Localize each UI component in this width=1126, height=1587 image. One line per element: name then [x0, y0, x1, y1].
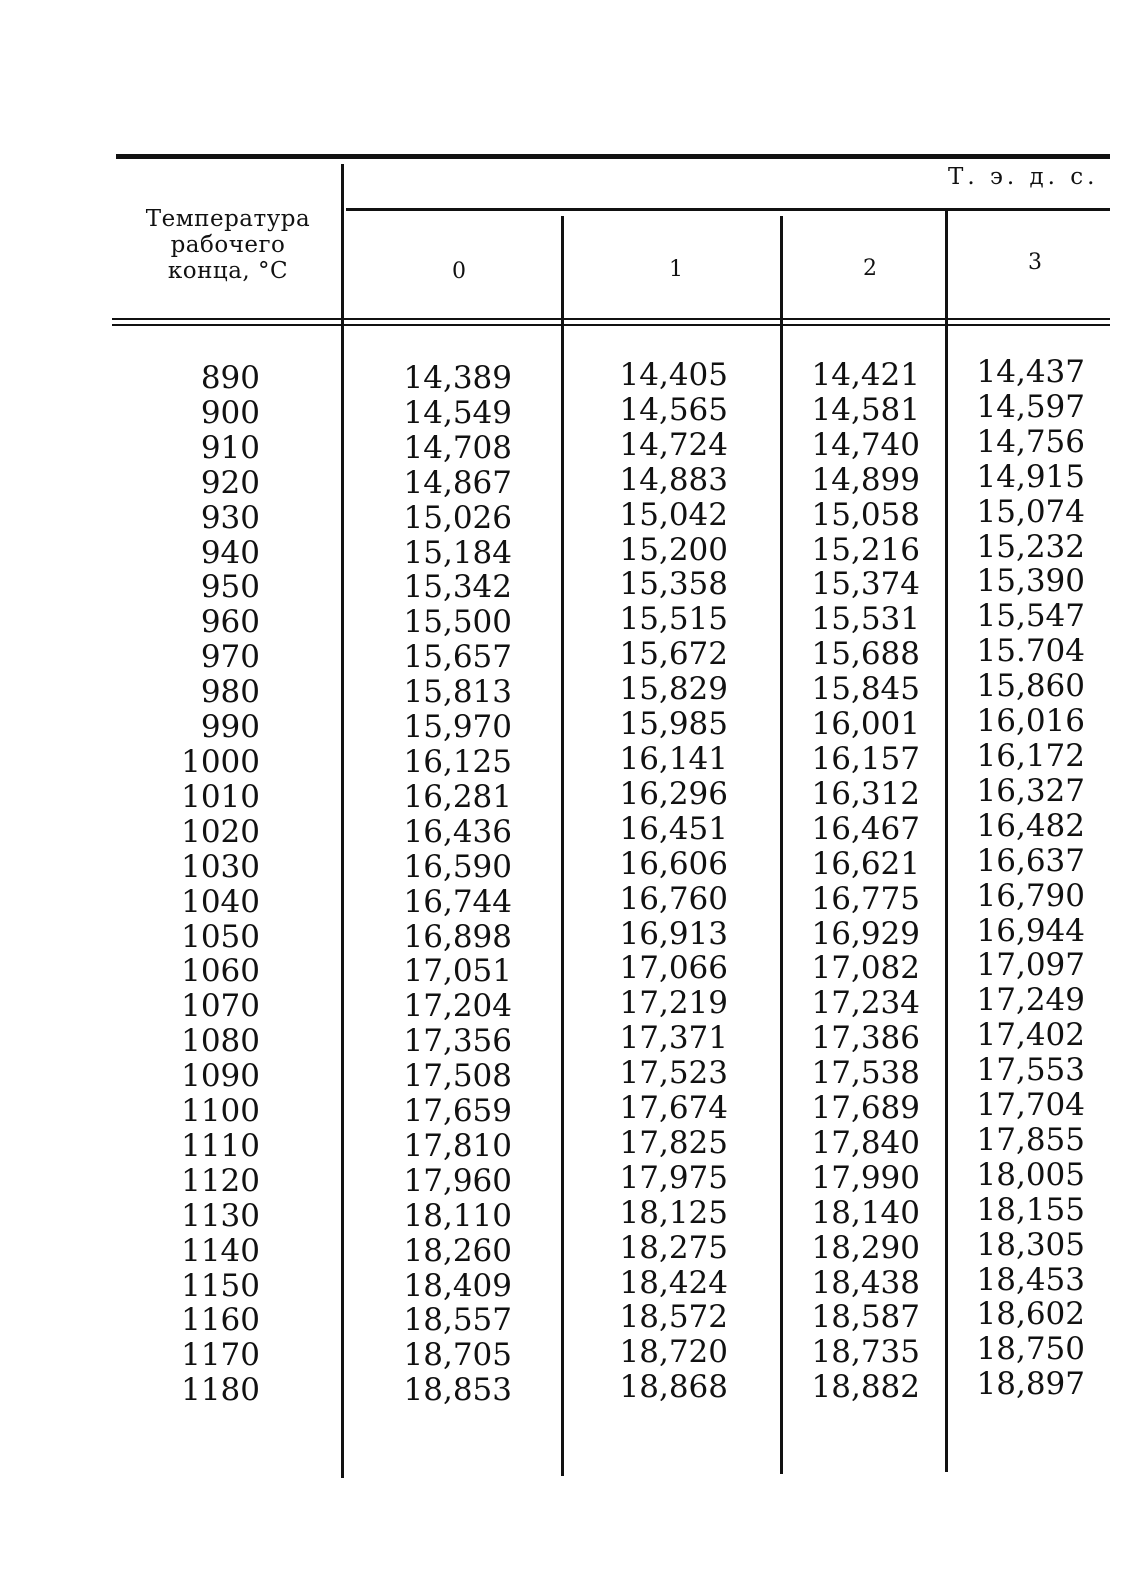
table-cell: 14,437 — [976, 354, 1085, 390]
emf-column-2 — [800, 358, 920, 1405]
table-cell: 1110 — [181, 1127, 260, 1164]
table-cell: 14,565 — [619, 391, 728, 428]
temperature-column — [150, 361, 260, 1408]
table-cell: 16,744 — [403, 883, 512, 920]
table-cell: 17,538 — [811, 1055, 920, 1092]
table-cell: 18,155 — [976, 1191, 1085, 1228]
table-cell: 1060 — [181, 953, 260, 990]
table-cell: 17,553 — [976, 1052, 1085, 1089]
table-cell: 14,867 — [403, 464, 512, 501]
table-cell: 15,845 — [811, 671, 920, 708]
table-cell: 17,659 — [403, 1093, 512, 1130]
table-cell: 14,405 — [619, 357, 728, 393]
table-cell: 940 — [200, 534, 260, 571]
table-cell: 15,058 — [811, 496, 920, 533]
table-cell: 18,602 — [976, 1296, 1085, 1333]
table-cell: 15,672 — [619, 636, 728, 673]
table-cell: 1170 — [181, 1337, 260, 1374]
table-cell: 17,674 — [619, 1090, 728, 1127]
table-cell: 18,735 — [811, 1334, 920, 1371]
table-cell: 18,897 — [976, 1366, 1085, 1403]
table-cell: 18,868 — [619, 1369, 728, 1406]
table-cell: 1160 — [181, 1302, 260, 1339]
table-cell: 17,082 — [811, 950, 920, 987]
table-cell: 16,001 — [811, 706, 920, 743]
table-cell: 1080 — [181, 1023, 260, 1060]
table-cell: 18,140 — [811, 1194, 920, 1231]
table-cell: 18,260 — [403, 1232, 512, 1269]
column-divider-2-3 — [945, 210, 948, 1472]
table-cell: 18,705 — [403, 1337, 512, 1374]
table-cell: 15,688 — [811, 636, 920, 673]
table-cell: 16,016 — [976, 703, 1085, 740]
table-cell: 16,913 — [619, 915, 728, 952]
table-cell: 14,915 — [976, 458, 1085, 495]
table-cell: 15,515 — [619, 601, 728, 638]
table-cell: 14,549 — [403, 394, 512, 431]
table-cell: 16,621 — [811, 845, 920, 882]
table-cell: 990 — [200, 709, 260, 746]
column-divider-1-2 — [780, 216, 783, 1474]
table-cell: 17,960 — [403, 1162, 512, 1199]
table-cell: 16,296 — [619, 775, 728, 812]
column-label-2: 2 — [863, 256, 877, 281]
table-cell: 14,756 — [976, 423, 1085, 460]
table-cell: 15,657 — [403, 639, 512, 676]
column-label-3: 3 — [1028, 250, 1042, 275]
column-divider-0-1 — [561, 216, 564, 1476]
table-cell: 15,970 — [403, 709, 512, 746]
table-cell: 17,204 — [403, 988, 512, 1025]
table-cell: 1090 — [181, 1058, 260, 1095]
table-cell: 16,312 — [811, 775, 920, 812]
table-cell: 16,590 — [403, 848, 512, 885]
table-cell: 16,775 — [811, 880, 920, 917]
table-cell: 1040 — [181, 883, 260, 920]
table-cell: 17,386 — [811, 1020, 920, 1057]
table-cell: 17,234 — [811, 985, 920, 1022]
table-cell: 18,453 — [976, 1261, 1085, 1298]
column-label-0: 0 — [452, 259, 466, 284]
table-cell: 1070 — [181, 988, 260, 1025]
table-cell: 16,606 — [619, 845, 728, 882]
table-cell: 16,141 — [619, 740, 728, 777]
table-cell: 14,708 — [403, 429, 512, 466]
table-cell: 15,026 — [403, 499, 512, 536]
table-cell: 1100 — [181, 1093, 260, 1130]
column-divider-temp — [341, 164, 344, 1478]
table-cell: 15,374 — [811, 566, 920, 603]
table-cell: 16,637 — [976, 842, 1085, 879]
table-cell: 18,005 — [976, 1156, 1085, 1193]
row-header-line-3: конца, °С — [167, 258, 289, 284]
table-cell: 15,042 — [619, 496, 728, 533]
row-header-line-1: Температура — [145, 206, 311, 232]
table-cell: 15,829 — [619, 671, 728, 708]
table-cell: 17,066 — [619, 950, 728, 987]
table-cell: 15,531 — [811, 601, 920, 638]
table-cell: 15,232 — [976, 528, 1085, 565]
table-cell: 1180 — [181, 1372, 260, 1409]
table-cell: 17,810 — [403, 1127, 512, 1164]
table-cell: 18,409 — [403, 1267, 512, 1304]
header-bottom-rule-2 — [112, 324, 1110, 326]
table-cell: 16,929 — [811, 915, 920, 952]
header-bottom-rule-1 — [112, 318, 1110, 320]
table-cell: 17,508 — [403, 1058, 512, 1095]
table-cell: 16,944 — [976, 912, 1085, 949]
table-cell: 14,883 — [619, 461, 728, 498]
table-cell: 16,327 — [976, 772, 1085, 809]
table-cell: 17,975 — [619, 1159, 728, 1196]
table-top-rule — [116, 154, 1110, 159]
table-cell: 18,587 — [811, 1299, 920, 1336]
table-cell: 15,547 — [976, 598, 1085, 635]
table-cell: 1050 — [181, 918, 260, 955]
table-cell: 17,855 — [976, 1121, 1085, 1158]
table-cell: 17,990 — [811, 1159, 920, 1196]
table-cell: 14,597 — [976, 388, 1085, 425]
table-cell: 950 — [200, 569, 260, 606]
table-cell: 17,523 — [619, 1055, 728, 1092]
table-cell: 16,172 — [976, 737, 1085, 774]
table-cell: 14,724 — [619, 426, 728, 463]
table-cell: 15,390 — [976, 563, 1085, 600]
table-cell: 17,825 — [619, 1124, 728, 1161]
table-cell: 16,898 — [403, 918, 512, 955]
table-cell: 890 — [200, 360, 260, 396]
table-cell: 17,402 — [976, 1017, 1085, 1054]
table-cell: 1030 — [181, 848, 260, 885]
table-cell: 14,581 — [811, 391, 920, 428]
table-cell: 1020 — [181, 813, 260, 850]
emf-column-3 — [965, 355, 1085, 1402]
table-cell: 15,074 — [976, 493, 1085, 530]
table-cell: 14,740 — [811, 426, 920, 463]
table-cell: 16,760 — [619, 880, 728, 917]
column-label-1: 1 — [669, 257, 683, 282]
table-cell: 920 — [200, 464, 260, 501]
table-cell: 16,281 — [403, 778, 512, 815]
table-cell: 16,482 — [976, 807, 1085, 844]
table-cell: 18,557 — [403, 1302, 512, 1339]
table-cell: 18,290 — [811, 1229, 920, 1266]
emf-column-0 — [392, 361, 512, 1408]
table-cell: 16,436 — [403, 813, 512, 850]
table-cell: 16,157 — [811, 740, 920, 777]
table-cell: 18,110 — [403, 1197, 512, 1234]
table-cell: 1010 — [181, 778, 260, 815]
table-cell: 18,750 — [976, 1331, 1085, 1368]
column-group-title: Т. э. д. с. — [948, 164, 1099, 190]
table-cell: 17,689 — [811, 1090, 920, 1127]
table-cell: 15.704 — [976, 633, 1085, 670]
table-cell: 17,051 — [403, 953, 512, 990]
table-cell: 14,899 — [811, 461, 920, 498]
table-cell: 18,275 — [619, 1229, 728, 1266]
table-cell: 16,790 — [976, 877, 1085, 914]
emf-column-1 — [608, 358, 728, 1405]
table-cell: 17,704 — [976, 1087, 1085, 1124]
table-cell: 15,500 — [403, 604, 512, 641]
table-cell: 18,438 — [811, 1264, 920, 1301]
table-cell: 16,125 — [403, 743, 512, 780]
table-cell: 970 — [200, 639, 260, 676]
table-cell: 1150 — [181, 1267, 260, 1304]
table-cell: 17,840 — [811, 1124, 920, 1161]
row-header-line-2: рабочего — [170, 232, 286, 258]
table-cell: 18,424 — [619, 1264, 728, 1301]
table-cell: 18,305 — [976, 1226, 1085, 1263]
table-cell: 960 — [200, 604, 260, 641]
table-cell: 16,451 — [619, 810, 728, 847]
table-cell: 15,985 — [619, 706, 728, 743]
table-cell: 17,097 — [976, 947, 1085, 984]
table-cell: 15,200 — [619, 531, 728, 568]
table-cell: 900 — [200, 394, 260, 431]
table-cell: 18,853 — [403, 1372, 512, 1409]
table-cell: 15,813 — [403, 674, 512, 711]
table-cell: 15,184 — [403, 534, 512, 571]
table-cell: 14,421 — [811, 357, 920, 393]
table-cell: 18,125 — [619, 1194, 728, 1231]
table-cell: 15,342 — [403, 569, 512, 606]
table-cell: 18,572 — [619, 1299, 728, 1336]
row-header — [118, 206, 338, 284]
table-cell: 17,249 — [976, 982, 1085, 1019]
table-cell: 18,720 — [619, 1334, 728, 1371]
subheader-rule — [346, 208, 1110, 211]
table-cell: 15,358 — [619, 566, 728, 603]
table-cell: 1000 — [181, 743, 260, 780]
table-cell: 1120 — [181, 1162, 260, 1199]
table-cell: 18,882 — [811, 1369, 920, 1406]
table-cell: 910 — [200, 429, 260, 466]
table-cell: 1140 — [181, 1232, 260, 1269]
table-cell: 980 — [200, 674, 260, 711]
table-cell: 930 — [200, 499, 260, 536]
table-cell: 15,860 — [976, 668, 1085, 705]
table-cell: 17,371 — [619, 1020, 728, 1057]
table-cell: 17,219 — [619, 985, 728, 1022]
table-cell: 1130 — [181, 1197, 260, 1234]
table-cell: 14,389 — [403, 360, 512, 396]
table-cell: 16,467 — [811, 810, 920, 847]
table-cell: 15,216 — [811, 531, 920, 568]
table-cell: 17,356 — [403, 1023, 512, 1060]
